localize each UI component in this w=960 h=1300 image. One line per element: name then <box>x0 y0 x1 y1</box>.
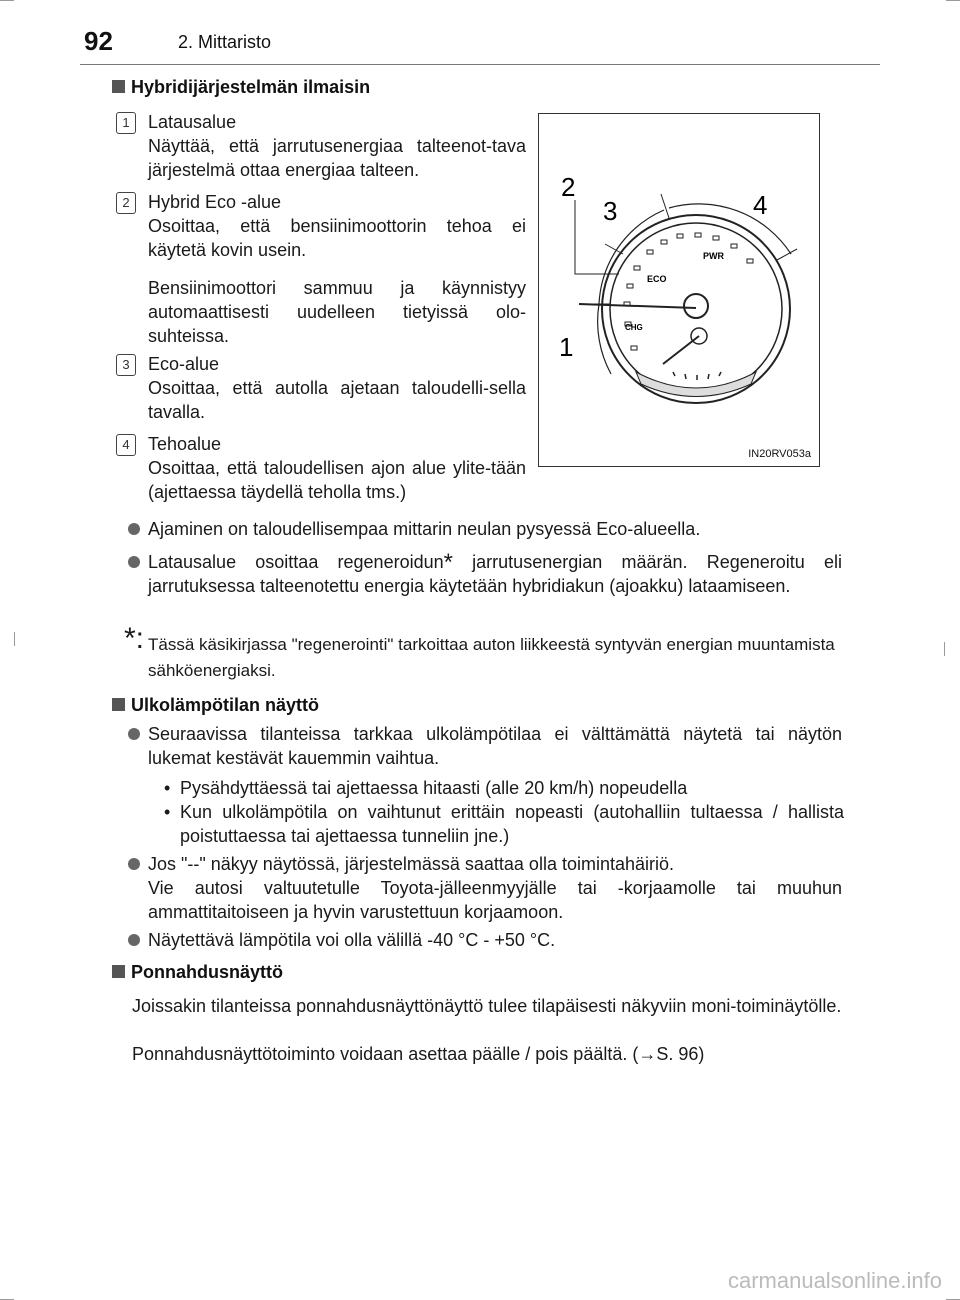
item-description: Osoittaa, että bensiinimoottorin tehoa ei käytetä kovin usein. <box>148 216 526 260</box>
square-bullet-icon <box>112 80 125 93</box>
sub-item-text: Pysähdyttäessä tai ajettaessa hitaasti (alle 20 km/h) nopeudella <box>180 778 688 798</box>
crop-mark <box>14 632 15 646</box>
bullet-text-after: jarrutusenergian määrän. Regeneroitu eli jarrutuksessa talteenotettu energia käytetään hybridiakun (ajoakku) lataamiseen. <box>148 552 842 596</box>
bullet-temp-delay <box>128 722 842 770</box>
callout-4: 4 <box>753 190 768 220</box>
bullet-charge-zone <box>128 550 842 598</box>
callout-1: 1 <box>559 332 574 362</box>
square-bullet-icon <box>112 965 125 978</box>
gauge-segment-marks <box>624 233 753 350</box>
hybrid-indicator-figure <box>538 113 820 467</box>
bullet-text-line2: Vie autosi valtuutetulle Toyota-jälleenmyyjälle tai -korjaamolle tai muuhun ammattitaitoiseen ja hyvin varustettuun korjaamoon. <box>148 878 842 922</box>
bullet-text-before: Latausalue osoittaa regeneroidun <box>148 552 444 572</box>
bullet-dot-icon <box>128 556 140 568</box>
sub-gauge-needle <box>663 336 699 364</box>
watermark: carmanualsonline.info <box>727 1268 942 1293</box>
list-item-charge-zone <box>116 110 526 182</box>
power-zone-arc <box>669 204 791 254</box>
item-extra-note: Bensiinimoottori sammuu ja käynnistyy automaattisesti uudelleen tietyissä olo-suhteissa. <box>148 278 526 346</box>
chapter-title: 2. Mittaristo <box>178 32 272 52</box>
square-bullet-icon <box>112 698 125 711</box>
hybrid-gauge-illustration <box>539 114 819 466</box>
charge-zone-arc <box>598 304 611 374</box>
item-description: Näyttää, että jarrutusenergiaa talteenot-tava järjestelmä ottaa energiaa talteen. <box>148 136 526 180</box>
list-item-power-zone <box>116 432 526 504</box>
bullet-eco-driving <box>128 517 842 541</box>
gauge-hub <box>684 294 708 318</box>
callout-number: 4 <box>116 434 136 456</box>
bullet-text <box>148 852 842 924</box>
item-title: Eco-alue <box>148 354 220 374</box>
bullet-text <box>148 550 842 598</box>
callout-number: 3 <box>116 354 136 376</box>
figure-code: IN20RV053a <box>748 448 811 460</box>
sub-item-slow-driving <box>164 776 844 800</box>
list-item-hybrid-eco-zone <box>116 190 526 348</box>
footnote-star: * <box>443 549 453 576</box>
list-item-eco-zone <box>116 352 526 424</box>
callout-3: 3 <box>603 196 618 226</box>
header-rule <box>80 64 880 65</box>
section-heading-popup-display <box>112 962 283 983</box>
page-header <box>0 0 960 70</box>
eco-zone-label: ECO <box>647 274 667 284</box>
sub-gauge-ticks <box>673 372 721 380</box>
bullet-dot-icon <box>128 523 140 535</box>
sub-item-text: Kun ulkolämpötila on vaihtunut erittäin nopeasti (autohalliin tultaessa / hallista poistuttaessa tai ajettaessa tunneliin jne.) <box>180 802 844 846</box>
bullet-dot-icon <box>128 858 140 870</box>
bullet-text: Seuraavissa tilanteissa tarkkaa ulkolämpötilaa ei välttämättä näytetä tai näytön lukemat kestävät kauemmin vaihtua. <box>148 724 842 768</box>
section-title: Hybridijärjestelmän ilmaisin <box>131 77 371 97</box>
item-description: Osoittaa, että autolla ajetaan taloudelli-sella tavalla. <box>148 378 526 422</box>
popup-paragraph-2: Ponnahdusnäyttötoiminto voidaan asettaa päälle / pois päältä. (→S. 96) <box>132 1044 705 1064</box>
callout-number: 1 <box>116 112 136 134</box>
crop-mark <box>944 642 945 656</box>
callout-2: 2 <box>561 172 576 202</box>
bullet-temp-range <box>128 928 842 952</box>
item-title: Latausalue <box>148 112 237 132</box>
footnote-text: Tässä käsikirjassa "regenerointi" tarkoittaa auton liikkeestä syntyvän energian muuntamista sähköenergiaksi. <box>148 635 835 680</box>
bullet-text: Ajaminen on taloudellisempaa mittarin neulan pysyessä Eco-alueella. <box>148 519 701 539</box>
chg-zone-label: CHG <box>625 323 643 332</box>
section-title: Ponnahdusnäyttö <box>131 962 283 982</box>
section-title: Ulkolämpötilan näyttö <box>131 695 320 715</box>
item-title: Tehoalue <box>148 434 222 454</box>
pwr-zone-label: PWR <box>703 251 724 261</box>
gauge-needle <box>579 304 696 308</box>
item-title: Hybrid Eco -alue <box>148 192 282 212</box>
sub-bullet-mark: • <box>164 802 171 822</box>
sub-bullet-mark: • <box>164 778 171 798</box>
page-number: 92 <box>84 26 113 56</box>
section-heading-outside-temperature <box>112 695 319 716</box>
bullet-text: Näytettävä lämpötila voi olla välillä -40 °C - +50 °C. <box>148 930 556 950</box>
bullet-dot-icon <box>128 728 140 740</box>
bullet-text-line1: Jos "--" näkyy näytössä, järjestelmässä saattaa olla toimintahäiriö. <box>148 854 675 874</box>
section-heading-hybrid-indicator <box>112 77 370 98</box>
item-description: Osoittaa, että taloudellisen ajon alue ylite-tään (ajettaessa täydellä teholla tms.) <box>148 458 526 502</box>
bullet-dot-icon <box>128 934 140 946</box>
footnote <box>124 622 844 684</box>
bullet-temp-malfunction <box>128 852 842 924</box>
footnote-mark: *: <box>124 622 145 655</box>
popup-paragraph-1: Joissakin tilanteissa ponnahdusnäyttönäyttö tulee tilapäisesti näkyviin moni-toiminäytölle. <box>132 996 842 1016</box>
callout-number: 2 <box>116 192 136 214</box>
sub-item-rapid-change <box>164 800 844 848</box>
